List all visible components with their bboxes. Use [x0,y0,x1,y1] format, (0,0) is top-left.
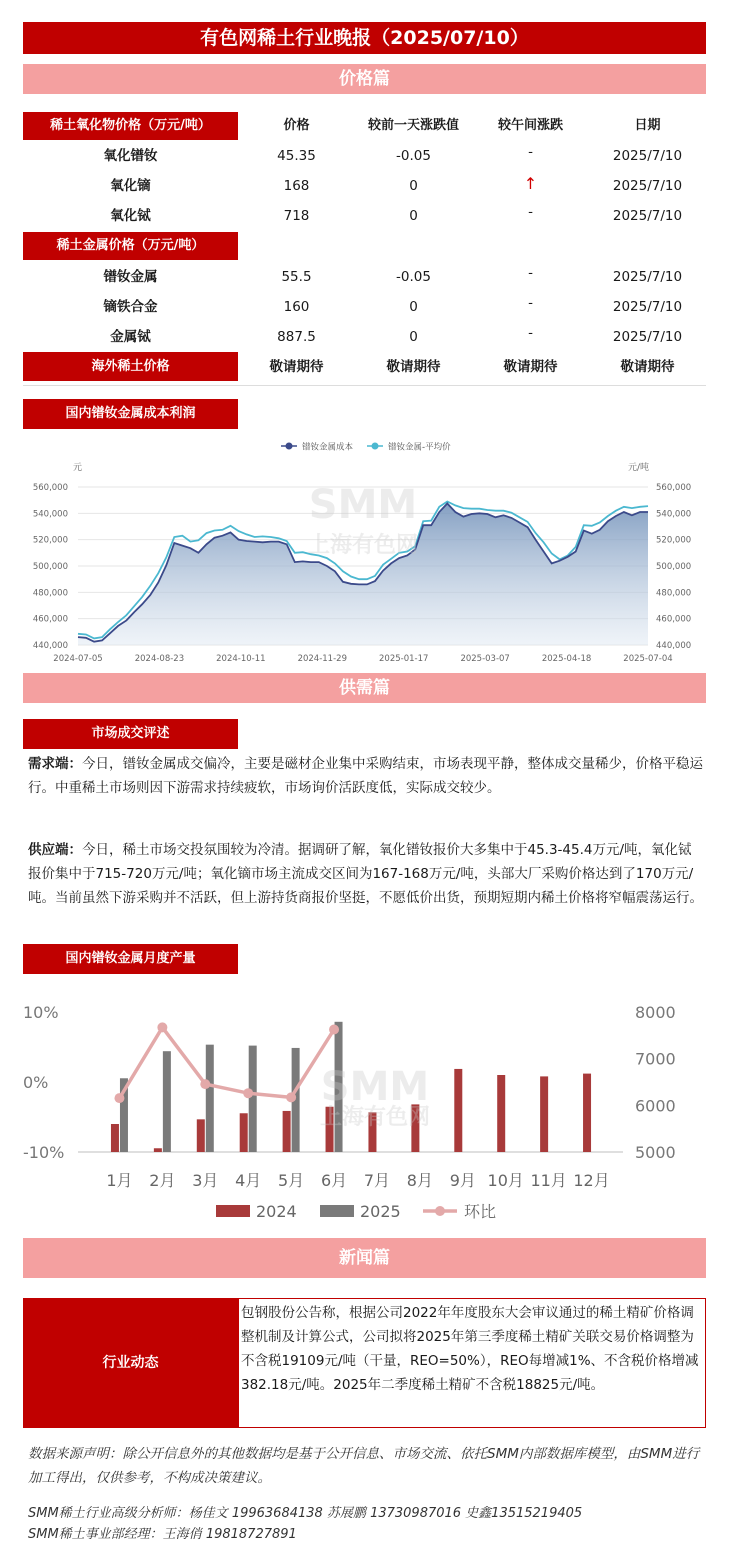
overseas-value: 敬请期待 [620,359,675,375]
oxide-row-midday: - [528,204,533,220]
table-divider [23,385,706,386]
legend-label-2025: 2025 [360,1202,401,1221]
analyst-contacts: SMM稀土行业高级分析师：杨佳文 19963684138 苏展鹏 13730987016 史鑫13515219405 [28,1506,583,1521]
metal-row-name: 镝铁合金 [103,299,158,315]
y-tick-right: 560,000 [656,483,692,493]
bar-2024 [497,1075,505,1152]
legend-label-0: 镨钕金属成本 [302,442,354,453]
y-tick-right: 500,000 [656,562,692,572]
bar-2024 [283,1111,291,1152]
left-unit-label: 元 [73,463,83,473]
col-price: 价格 [283,118,310,133]
oxide-row-price: 45.35 [277,148,316,164]
watermark-brand: SMM [308,482,418,528]
legend-label-2024: 2024 [256,1202,297,1221]
x-tick: 12月 [573,1171,610,1190]
watermark-cn: 上海有色网 [319,1105,431,1130]
mom-point [157,1022,167,1032]
metal-row-price: 55.5 [281,269,312,285]
metal-row-change: 0 [409,299,418,315]
y-tick-left: 440,000 [32,641,68,651]
x-tick: 2025-07-04 [623,654,673,664]
metal-row-date: 2025/7/10 [612,299,683,315]
x-tick: 9月 [449,1171,476,1190]
y-tick-left: 460,000 [32,614,68,625]
bar-2024 [154,1148,162,1152]
legend-label-1: 镨钕金属-平均价 [388,442,451,453]
oxide-row-name: 氧化铽 [110,208,151,224]
market-review-label: 市场成交评述 [23,719,238,749]
bar-2025 [206,1045,214,1152]
col-change: 较前一天涨跌值 [367,118,459,133]
demand-paragraph [28,752,704,800]
bar-2025 [163,1051,171,1152]
legend-marker-1 [372,443,379,450]
x-tick: 1月 [106,1171,133,1190]
x-tick: 5月 [278,1171,305,1190]
metal-row-midday: - [528,265,533,281]
cost-profit-chart-title: 国内镨钕金属成本利润 [23,399,238,429]
watermark-brand: SMM [320,1064,430,1110]
supply-text: 今日，稀土市场交投氛围较为冷清。据调研了解，氧化镨钕报价大多集中于45.3-45.4万元/吨，氧化铽报价集中于715-720万元/吨；氧化镝市场主流成交区间为167-168万元/吨，头部大厂采购价格达到了170万元/吨。当前虽然下游采购并不活跃，但上游持货商报价坚挺，不愿低价出货，预期短期内稀土价格将窄幅震荡运行。 [28,842,703,906]
bar-2024 [197,1119,205,1152]
bar-2024 [240,1113,248,1152]
overseas-value: 敬请期待 [269,359,324,375]
watermark-cn: 上海有色网 [307,533,419,558]
legend-swatch-2024 [216,1205,250,1217]
overseas-price-label: 海外稀土价格 [23,352,238,381]
metal-row-name: 金属铽 [110,329,151,345]
industry-news-label: 行业动态 [23,1298,238,1428]
y-tick-left: 480,000 [32,588,68,599]
supply-paragraph [28,838,704,910]
mom-point [243,1088,253,1098]
metal-row-change: 0 [409,329,418,345]
report-title: 有色网稀土行业晚报（2025/07/10） [23,22,706,54]
metal-row-midday: - [528,325,533,341]
x-tick: 2025-01-17 [379,654,429,664]
oxide-row-name: 氧化镨钕 [103,148,158,164]
col-midday: 较午间涨跌 [497,118,563,133]
x-tick: 4月 [235,1171,262,1190]
oxide-row-price: 168 [283,178,310,194]
cost-profit-chart [23,432,706,666]
section-news-title: 新闻篇 [23,1238,706,1278]
mom-point [329,1025,339,1035]
x-tick: 2025-04-18 [541,654,592,664]
y-tick-right: 440,000 [656,641,692,651]
oxide-row-date: 2025/7/10 [612,148,683,164]
metal-row-date: 2025/7/10 [612,269,683,285]
left-tick: 0% [23,1073,49,1092]
oxide-row-date: 2025/7/10 [612,178,683,194]
demand-key: 需求端： [28,756,82,772]
legend-label-mom: 环比 [464,1202,497,1221]
left-tick: -10% [23,1143,65,1162]
bar-2024 [111,1124,119,1152]
x-tick: 2024-07-05 [53,654,103,664]
oxide-row-change: -0.05 [396,148,431,164]
section-supply-title: 供需篇 [23,673,706,703]
metal-row-name: 镨钕金属 [103,269,158,285]
metal-row-date: 2025/7/10 [612,329,683,345]
demand-text: 今日，镨钕金属成交偏冷，主要是磁材企业集中采购结束，市场表现平静，整体成交量稀少，价格平稳运行。中重稀土市场则因下游需求持续疲软，市场询价活跃度低，实际成交较少。 [28,756,703,796]
data-disclaimer: 数据来源声明：除公开信息外的其他数据均是基于公开信息、市场交流、依托SMM内部数据库模型，由SMM进行加工得出，仅供参考，不构成决策建议。 [28,1446,700,1486]
metal-row-change: -0.05 [396,269,431,285]
left-tick: 10% [23,1003,59,1022]
bar-2025 [249,1046,257,1152]
y-tick-right: 540,000 [656,509,692,520]
right-tick: 8000 [635,1003,676,1022]
bar-2024 [540,1076,548,1152]
bar-2024 [454,1069,462,1152]
news-text: 包钢股份公告称，根据公司2022年年度股东大会审议通过的稀土精矿价格调整机制及计算公式，公司拟将2025年第三季度稀土精矿关联交易价格调整为不含税19109元/吨（干量，REO=50%），REO每增减1%、不含税价格增减382.18元/吨。2025年二季度稀土精矿不含税18825元/吨。 [241,1305,699,1393]
y-tick-right: 480,000 [656,588,692,599]
manager-contact: SMM稀土事业部经理：王海俏 19818727891 [28,1527,297,1542]
oxide-row-midday: - [528,144,533,160]
mom-point [114,1093,124,1103]
col-date: 日期 [634,118,661,133]
metal-price-label: 稀土金属价格（万元/吨） [23,232,238,260]
up-arrow-icon: ↑ [523,174,538,193]
x-tick: 2024-11-29 [297,654,347,664]
bar-2024 [583,1074,591,1152]
legend-swatch-2025 [320,1205,354,1217]
metal-row-midday: - [528,295,533,311]
oxide-row-change: 0 [409,178,418,194]
right-tick: 6000 [635,1096,676,1116]
oxide-price-label: 稀土氧化物价格（万元/吨） [23,112,238,140]
oxide-row-change: 0 [409,208,418,224]
overseas-value: 敬请期待 [386,359,441,375]
y-tick-left: 540,000 [32,509,68,520]
y-tick-left: 560,000 [32,483,68,493]
x-tick: 2024-08-23 [134,654,185,664]
x-tick: 2024-10-11 [216,654,266,664]
overseas-value: 敬请期待 [503,359,558,375]
production-chart [23,990,706,1230]
supply-key: 供应端： [28,842,82,858]
legend-marker-mom [435,1206,445,1216]
right-tick: 5000 [635,1143,676,1162]
right-unit-label: 元/吨 [628,463,650,473]
y-tick-right: 460,000 [656,614,692,625]
mom-point [200,1079,210,1089]
x-tick: 2025-03-07 [460,654,510,664]
x-tick: 3月 [192,1171,219,1190]
metal-row-price: 887.5 [277,329,316,345]
y-tick-left: 500,000 [32,562,68,572]
production-chart-title: 国内镨钕金属月度产量 [23,944,238,974]
y-tick-right: 520,000 [656,535,692,546]
mom-line [120,1027,335,1098]
x-tick: 2月 [149,1171,176,1190]
x-tick: 10月 [487,1171,524,1190]
oxide-row-date: 2025/7/10 [612,208,683,224]
metal-row-price: 160 [283,299,310,315]
legend-marker-0 [286,443,293,450]
x-tick: 7月 [363,1171,391,1190]
oxide-row-price: 718 [283,208,310,224]
x-tick: 6月 [320,1171,348,1190]
y-tick-left: 520,000 [32,535,68,546]
x-tick: 11月 [530,1171,567,1190]
x-tick: 8月 [406,1171,433,1190]
mom-point [286,1092,296,1102]
section-price-title: 价格篇 [23,64,706,94]
oxide-row-name: 氧化镝 [110,178,151,194]
right-tick: 7000 [635,1049,676,1069]
